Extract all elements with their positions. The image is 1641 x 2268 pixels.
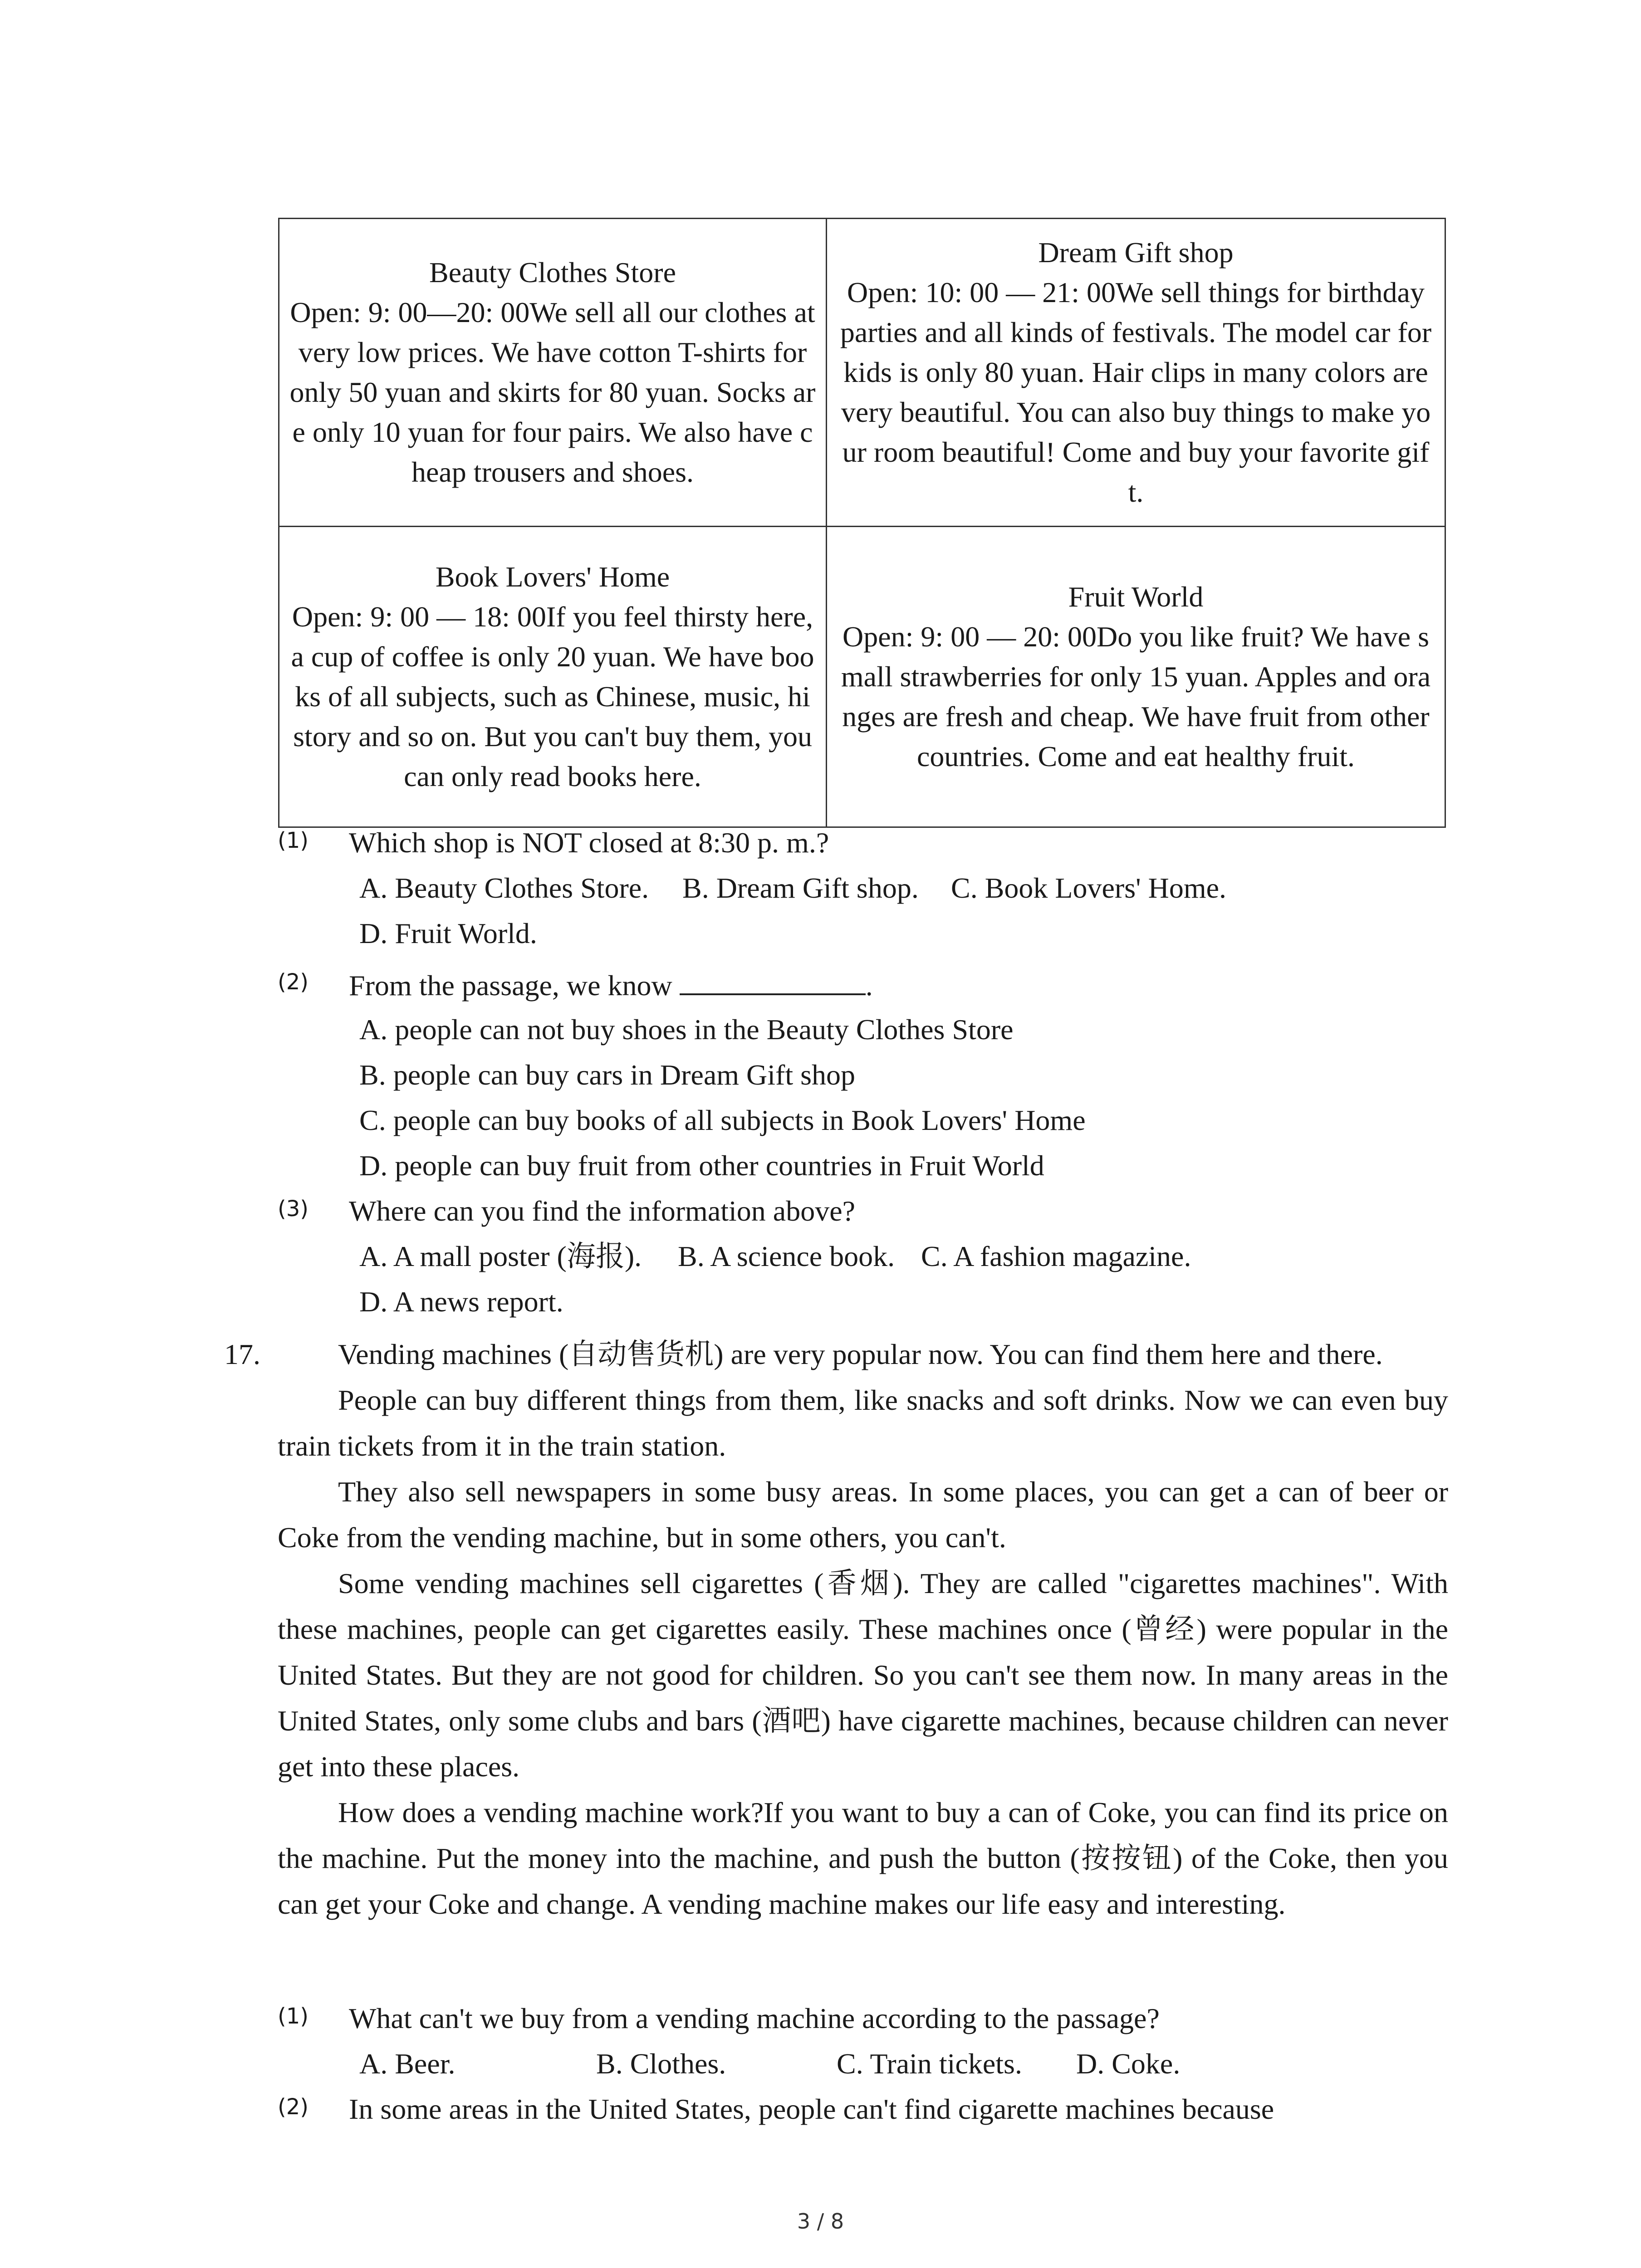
page-number: 3 / 8 <box>797 2209 844 2234</box>
option-b[interactable]: B. people can buy cars in Dream Gift shop <box>359 1059 856 1091</box>
option-b[interactable]: B. A science book. <box>678 1240 895 1272</box>
answer-blank[interactable] <box>680 962 866 995</box>
option-a[interactable]: A. Beauty Clothes Store. <box>359 872 649 904</box>
paragraph: People can buy different things from them, like snacks and soft drinks. Now we can even buy train tickets from it in the train station. <box>278 1384 1448 1462</box>
option-d[interactable]: D. Fruit World. <box>359 917 537 949</box>
option-b[interactable]: B. Dream Gift shop. <box>682 872 919 904</box>
question-number: (2) <box>278 969 309 995</box>
question-16-2 <box>278 962 1480 1188</box>
paragraph: Some vending machines sell cigarettes (香烟). They are called "cigarettes machines". With these machines, people can get cigarettes easily. These machines once (曾经) were popular in the United States. But they are not good for children. So you can't see them now. In many areas in the United States, only some clubs and bars (酒吧) have cigarette machines, because children can never get into these places. <box>278 1567 1448 1783</box>
ad-body: Open: 10: 00 — 21: 00We sell things for birthday parties and all kinds of festivals. The model car for kids is only 80 yuan. Hair clips in many colors are very beautiful. You can also buy things to make your room beautiful! Come and buy your favorite gift. <box>840 276 1432 508</box>
ad-fruit-world <box>827 527 1445 827</box>
question-17-2 <box>278 2087 1480 2132</box>
option-c[interactable]: C. Book Lovers' Home. <box>951 872 1227 904</box>
question-number: (1) <box>278 2004 309 2029</box>
question-number: (2) <box>278 2094 309 2120</box>
option-c[interactable]: C. people can buy books of all subjects in Book Lovers' Home <box>359 1104 1086 1136</box>
ad-body: Open: 9: 00—20: 00We sell all our clothes at very low prices. We have cotton T-shirts for only 50 yuan and skirts for 80 yuan. Socks are only 10 yuan for four pairs. We also have cheap trousers and shoes. <box>289 296 816 488</box>
question-number: 17. <box>224 1338 260 1370</box>
question-17-1 <box>278 1996 1480 2087</box>
option-c[interactable]: C. Train tickets. <box>837 2048 1022 2080</box>
ad-dream-gift-shop <box>827 219 1445 527</box>
option-d[interactable]: D. A news report. <box>359 1286 563 1318</box>
question-16-1 <box>278 820 1480 956</box>
option-a[interactable]: A. A mall poster (海报). <box>359 1240 642 1272</box>
option-b[interactable]: B. Clothes. <box>596 2048 726 2080</box>
question-text: Where can you find the information above? <box>349 1195 855 1227</box>
ad-beauty-clothes-store <box>279 219 827 527</box>
option-a[interactable]: A. Beer. <box>359 2048 456 2080</box>
option-c[interactable]: C. A fashion magazine. <box>921 1240 1191 1272</box>
question-16-3 <box>278 1188 1480 1325</box>
shop-ads-table <box>278 218 1446 828</box>
option-d[interactable]: D. Coke. <box>1076 2048 1181 2080</box>
paragraph-line: Vending machines (自动售货机) are very popular now. You can find them here and there. <box>338 1338 1383 1370</box>
paragraph: They also sell newspapers in some busy areas. In some places, you can get a can of beer or Coke from the vending machine, but in some others, you can't. <box>278 1476 1448 1554</box>
question-text: In some areas in the United States, people can't find cigarette machines because <box>349 2093 1274 2125</box>
option-d[interactable]: D. people can buy fruit from other countries in Fruit World <box>359 1149 1044 1182</box>
question-text: Which shop is NOT closed at 8:30 p. m.? <box>349 826 829 859</box>
paragraph <box>278 1331 1448 1377</box>
ad-title: Dream Gift shop <box>1038 236 1234 269</box>
question-number: (3) <box>278 1196 309 1222</box>
question-number: (1) <box>278 828 309 853</box>
question-text: What can't we buy from a vending machine according to the passage? <box>349 2002 1160 2034</box>
paragraph: How does a vending machine work?If you want to buy a can of Coke, you can find its price on the machine. Put the money into the machine, and push the button (按按钮) of the Coke, then you can get your Coke and change. A vending machine makes our life easy and interesting. <box>278 1796 1448 1920</box>
ad-title: Beauty Clothes Store <box>429 256 676 288</box>
ad-body: Open: 9: 00 — 20: 00Do you like fruit? We have small strawberries for only 15 yuan. Apples and oranges are fresh and cheap. We have fruit from other countries. Come and eat healthy fruit. <box>841 621 1431 772</box>
question-stem: From the passage, we know . <box>349 962 873 1008</box>
ad-title: Book Lovers' Home <box>435 561 670 593</box>
passage-17 <box>224 1331 1448 1927</box>
ad-body: Open: 9: 00 — 18: 00If you feel thirsty here, a cup of coffee is only 20 yuan. We have books of all subjects, such as Chinese, music, history and so on. But you can't buy them, you can only read books here. <box>291 601 814 792</box>
question-text: From the passage, we know <box>349 969 672 1002</box>
option-a[interactable]: A. people can not buy shoes in the Beauty Clothes Store <box>359 1013 1014 1046</box>
ad-title: Fruit World <box>1068 581 1204 613</box>
ad-book-lovers-home <box>279 527 827 827</box>
